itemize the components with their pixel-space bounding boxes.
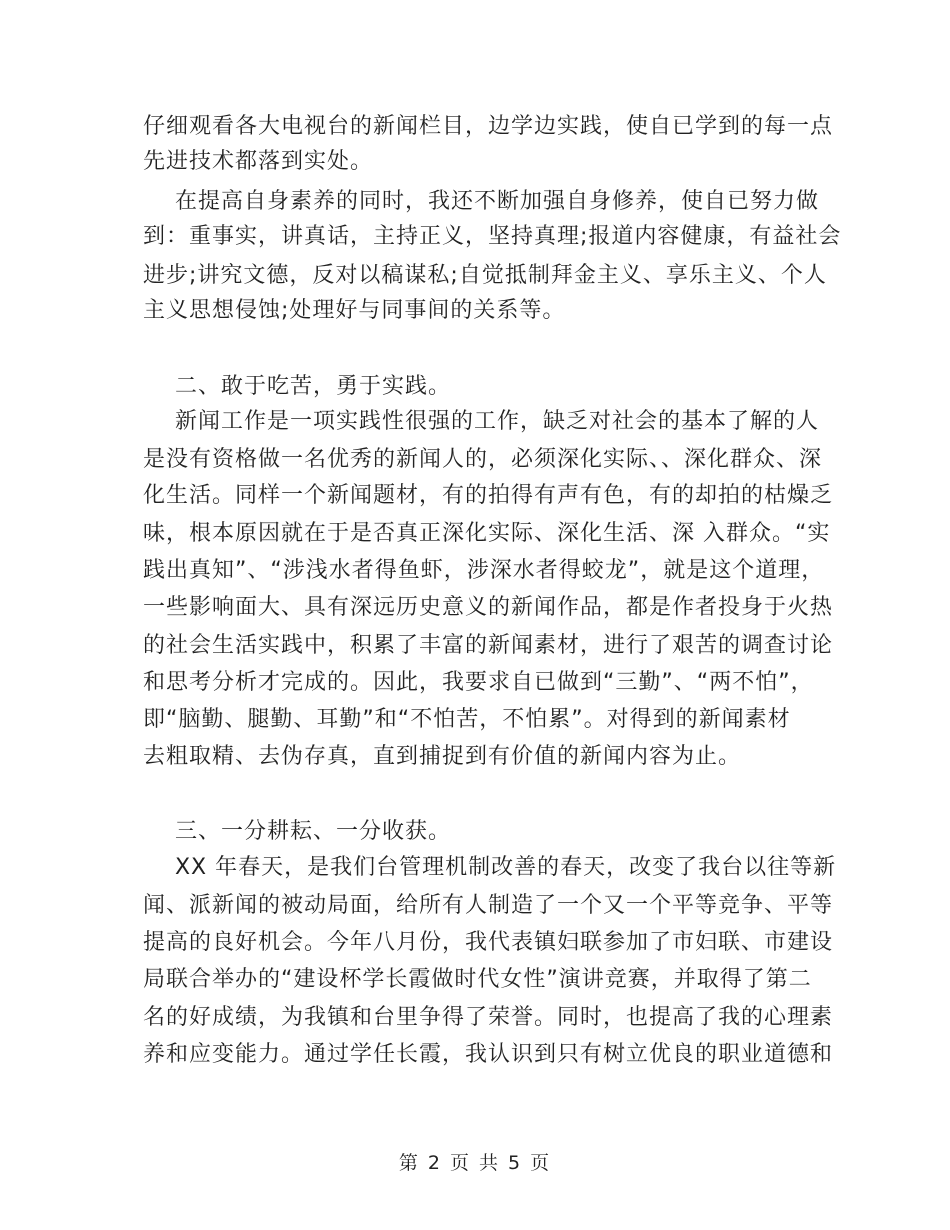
- body-text-line: 养和应变能力。通过学任长霞，我认识到只有树立优良的职业道德和: [143, 1042, 834, 1067]
- body-text-line: 化生活。同样一个新闻题材，有的拍得有声有色，有的却拍的枯燥乏: [143, 483, 834, 508]
- body-text-line: 的社会生活实践中，积累了丰富的新闻素材，进行了艰苦的调查讨论: [143, 633, 834, 658]
- body-text-line: 味，根本原因就在于是否真正深化实际、深化生活、深 入群众。“实: [143, 521, 831, 546]
- body-text-line: 即“脑勤、腿勤、耳勤”和“不怕苦，不怕累”。对得到的新闻素材: [143, 707, 791, 732]
- section-heading: 三、一分耕耘、一分收获。: [143, 819, 451, 844]
- body-text-line: 是没有资格做一名优秀的新闻人的，必须深化实际、、深化群众、深: [143, 447, 823, 472]
- body-text-line: 去粗取精、去伪存真，直到捕捉到有价值的新闻内容为止。: [143, 744, 742, 769]
- body-text-line: 新闻工作是一项实践性很强的工作，缺乏对社会的基本了解的人: [143, 409, 819, 434]
- body-text-line: 一些影响面大、具有深远历史意义的新闻作品，都是作者投身于火热: [143, 595, 834, 620]
- body-text-line: 进步;讲究文德，反对以稿谋私;自觉抵制拜金主义、享乐主义、个人: [143, 263, 827, 288]
- body-text-line: 闻、派新闻的被动局面，给所有人制造了一个又一个平等竞争、平等: [143, 893, 834, 918]
- page-number-footer: 第 2 页 共 5 页: [398, 1152, 552, 1174]
- body-text-line: 先进技术都落到实处。: [143, 149, 374, 174]
- body-text-line: 名的好成绩，为我镇和台里争得了荣誉。同时，也提高了我的心理素: [143, 1005, 834, 1030]
- body-text-line: 和思考分析才完成的。因此，我要求自已做到“三勤”、“两不怕”，: [143, 670, 814, 695]
- body-text-line: 到：重事实，讲真话，主持正义，坚持真理;报道内容健康，有益社会: [143, 224, 842, 249]
- body-text-line: 局联合举办的“建设杯学长霞做时代女性”演讲竞赛，并取得了第二: [143, 967, 812, 992]
- body-text-line: 在提高自身素养的同时，我还不断加强自身修养，使自已努力做: [143, 189, 819, 214]
- body-text-line: XX 年春天，是我们台管理机制改善的春天，改变了我台以往等新: [143, 855, 837, 880]
- body-text-line: 仔细观看各大电视台的新闻栏目，边学边实践，使自已学到的每一点: [143, 114, 834, 139]
- body-text-line: 主义思想侵蚀;处理好与同事间的关系等。: [143, 298, 566, 323]
- section-heading: 二、敢于吃苦，勇于实践。: [143, 374, 451, 399]
- body-text-line: 践出真知”、“涉浅水者得鱼虾，涉深水者得蛟龙”，就是这个道理，: [143, 558, 825, 583]
- body-text-line: 提高的良好机会。今年八月份，我代表镇妇联参加了市妇联、市建设: [143, 930, 834, 955]
